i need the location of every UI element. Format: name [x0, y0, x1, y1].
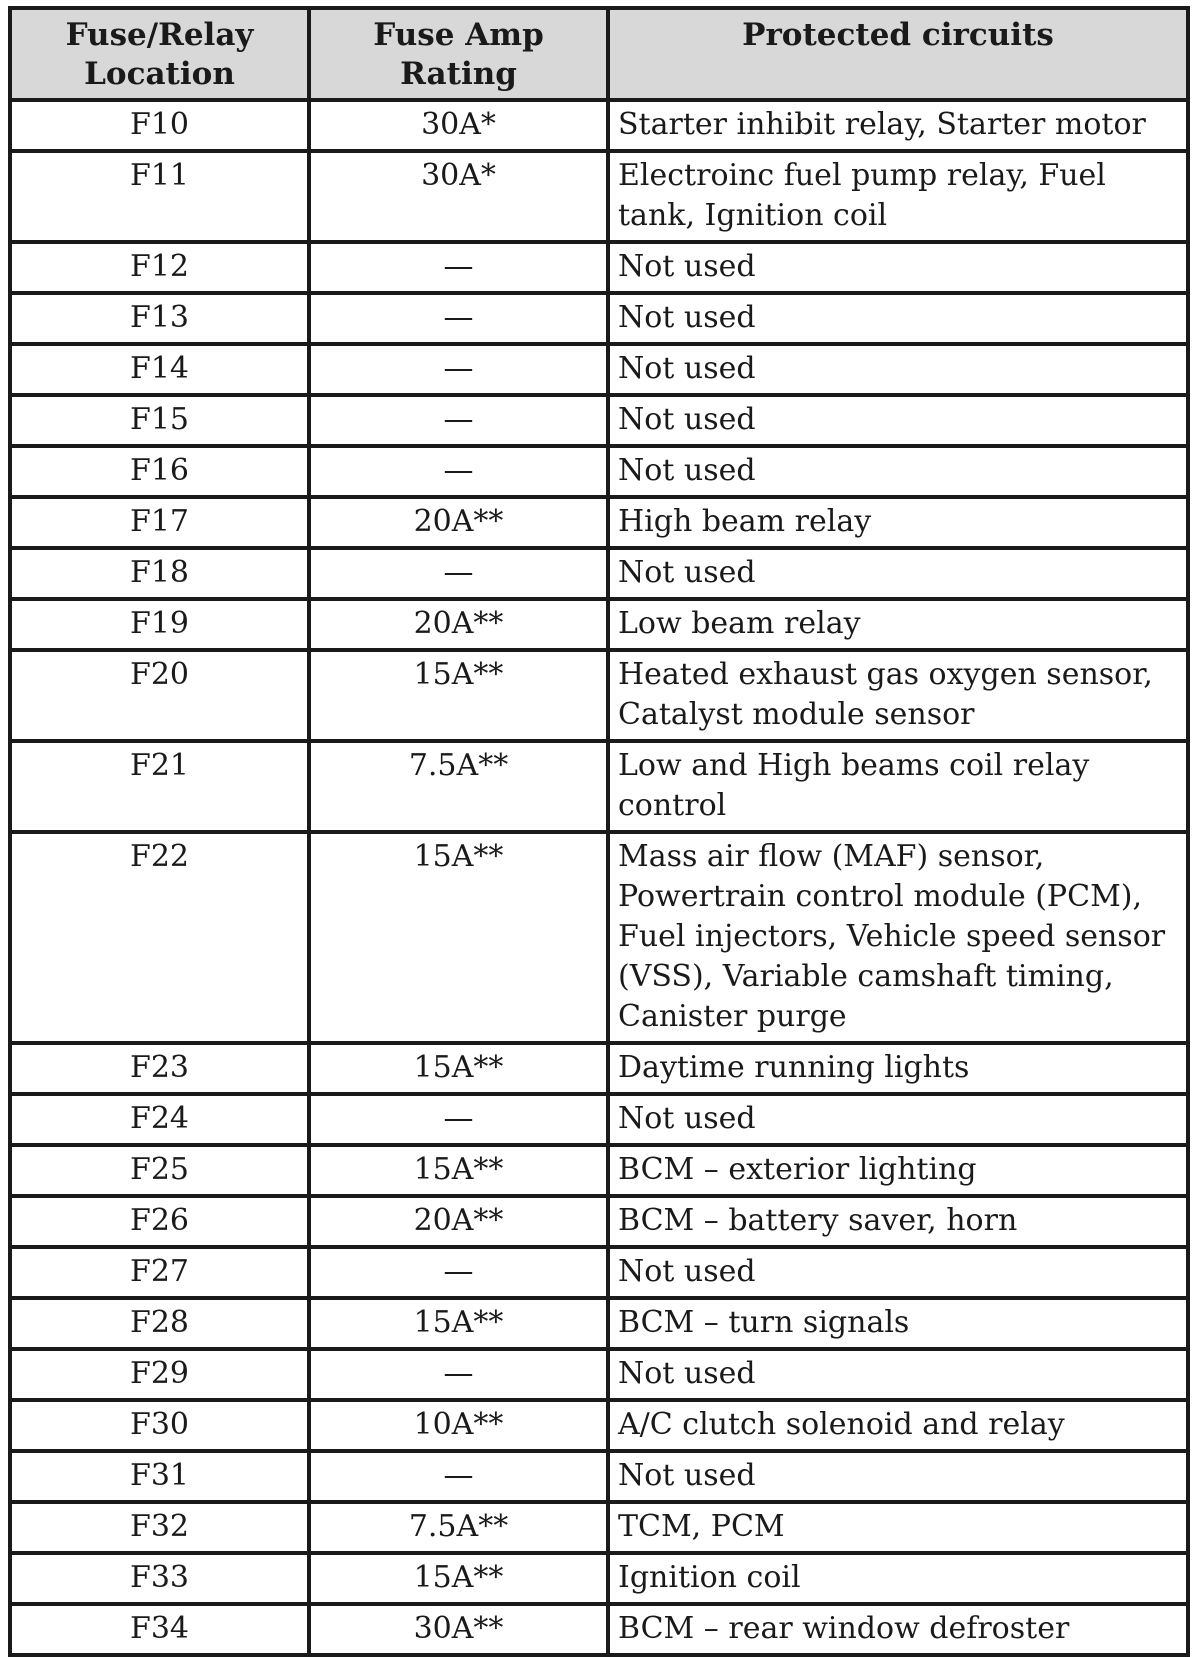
cell-amp-rating: 20A**	[309, 599, 608, 650]
cell-location: F25	[10, 1145, 309, 1196]
table-row	[10, 293, 1188, 344]
cell-amp-rating: 10A**	[309, 1400, 608, 1451]
cell-amp-rating: 30A**	[309, 1604, 608, 1655]
cell-amp-rating: 30A*	[309, 100, 608, 151]
cell-protected-circuits: Not used	[608, 1349, 1188, 1400]
table-row	[10, 1094, 1188, 1145]
cell-amp-rating: 15A**	[309, 1145, 608, 1196]
table-row	[10, 344, 1188, 395]
cell-amp-rating: 15A**	[309, 1553, 608, 1604]
table-row	[10, 1298, 1188, 1349]
table-row	[10, 599, 1188, 650]
cell-amp-rating: 20A**	[309, 1196, 608, 1247]
fuse-table	[8, 6, 1190, 1657]
table-row	[10, 1145, 1188, 1196]
cell-protected-circuits: BCM – rear window defroster	[608, 1604, 1188, 1655]
cell-amp-rating: 7.5A**	[309, 741, 608, 832]
cell-location: F10	[10, 100, 309, 151]
cell-protected-circuits: BCM – exterior lighting	[608, 1145, 1188, 1196]
cell-protected-circuits: Starter inhibit relay, Starter motor	[608, 100, 1188, 151]
cell-amp-rating: —	[309, 242, 608, 293]
cell-amp-rating: 7.5A**	[309, 1502, 608, 1553]
table-row	[10, 1247, 1188, 1298]
cell-location: F12	[10, 242, 309, 293]
header-amp-line-2: Rating	[400, 56, 517, 92]
cell-amp-rating: —	[309, 1349, 608, 1400]
cell-location: F27	[10, 1247, 309, 1298]
cell-amp-rating: —	[309, 1094, 608, 1145]
cell-protected-circuits: Not used	[608, 293, 1188, 344]
table-row	[10, 446, 1188, 497]
cell-protected-circuits: Not used	[608, 1247, 1188, 1298]
cell-amp-rating: —	[309, 548, 608, 599]
cell-amp-rating: 15A**	[309, 832, 608, 1043]
cell-protected-circuits: Ignition coil	[608, 1553, 1188, 1604]
table-row	[10, 1451, 1188, 1502]
cell-location: F31	[10, 1451, 309, 1502]
cell-protected-circuits: BCM – battery saver, horn	[608, 1196, 1188, 1247]
table-row	[10, 497, 1188, 548]
table-row	[10, 1043, 1188, 1094]
cell-location: F23	[10, 1043, 309, 1094]
cell-location: F33	[10, 1553, 309, 1604]
fuse-table-body	[10, 100, 1188, 1655]
cell-amp-rating: —	[309, 293, 608, 344]
cell-location: F15	[10, 395, 309, 446]
table-row	[10, 151, 1188, 242]
cell-amp-rating: —	[309, 446, 608, 497]
cell-protected-circuits: Not used	[608, 1451, 1188, 1502]
cell-protected-circuits: Not used	[608, 344, 1188, 395]
cell-location: F21	[10, 741, 309, 832]
cell-location: F17	[10, 497, 309, 548]
table-row	[10, 395, 1188, 446]
table-row	[10, 1196, 1188, 1247]
cell-protected-circuits: Low and High beams coil relay control	[608, 741, 1188, 832]
cell-protected-circuits: Not used	[608, 1094, 1188, 1145]
cell-protected-circuits: A/C clutch solenoid and relay	[608, 1400, 1188, 1451]
table-row	[10, 100, 1188, 151]
cell-protected-circuits: High beam relay	[608, 497, 1188, 548]
header-amp	[309, 8, 608, 100]
cell-location: F14	[10, 344, 309, 395]
table-row	[10, 741, 1188, 832]
cell-location: F16	[10, 446, 309, 497]
cell-protected-circuits: BCM – turn signals	[608, 1298, 1188, 1349]
cell-location: F13	[10, 293, 309, 344]
cell-amp-rating: 30A*	[309, 151, 608, 242]
cell-amp-rating: 15A**	[309, 650, 608, 741]
table-row	[10, 1553, 1188, 1604]
cell-location: F32	[10, 1502, 309, 1553]
cell-location: F11	[10, 151, 309, 242]
header-location-line-2: Location	[84, 56, 235, 92]
cell-location: F28	[10, 1298, 309, 1349]
cell-amp-rating: —	[309, 1247, 608, 1298]
table-row	[10, 1349, 1188, 1400]
cell-protected-circuits: Not used	[608, 446, 1188, 497]
header-location-line-1: Fuse/Relay	[65, 17, 254, 53]
table-row	[10, 1400, 1188, 1451]
header-amp-line-1: Fuse Amp	[373, 17, 544, 53]
cell-protected-circuits: Not used	[608, 395, 1188, 446]
cell-location: F34	[10, 1604, 309, 1655]
cell-location: F26	[10, 1196, 309, 1247]
table-row	[10, 650, 1188, 741]
header-location	[10, 8, 309, 100]
cell-protected-circuits: Mass air flow (MAF) sensor, Powertrain control module (PCM), Fuel injectors, Vehicle speed sensor (VSS), Variable camshaft timing, Canister purge	[608, 832, 1188, 1043]
cell-location: F22	[10, 832, 309, 1043]
cell-protected-circuits: Heated exhaust gas oxygen sensor, Catalyst module sensor	[608, 650, 1188, 741]
table-row	[10, 1604, 1188, 1655]
cell-amp-rating: —	[309, 1451, 608, 1502]
cell-location: F24	[10, 1094, 309, 1145]
cell-location: F19	[10, 599, 309, 650]
cell-location: F29	[10, 1349, 309, 1400]
cell-protected-circuits: TCM, PCM	[608, 1502, 1188, 1553]
fuse-table-container	[8, 6, 1186, 1657]
cell-protected-circuits: Low beam relay	[608, 599, 1188, 650]
cell-protected-circuits: Not used	[608, 548, 1188, 599]
table-row	[10, 832, 1188, 1043]
cell-location: F30	[10, 1400, 309, 1451]
cell-protected-circuits: Electroinc fuel pump relay, Fuel tank, Ignition coil	[608, 151, 1188, 242]
cell-amp-rating: —	[309, 395, 608, 446]
cell-amp-rating: —	[309, 344, 608, 395]
cell-protected-circuits: Not used	[608, 242, 1188, 293]
table-row	[10, 548, 1188, 599]
cell-amp-rating: 15A**	[309, 1043, 608, 1094]
table-row	[10, 242, 1188, 293]
header-circuits	[608, 8, 1188, 100]
cell-protected-circuits: Daytime running lights	[608, 1043, 1188, 1094]
table-row	[10, 1502, 1188, 1553]
cell-amp-rating: 15A**	[309, 1298, 608, 1349]
header-row	[10, 8, 1188, 100]
cell-location: F20	[10, 650, 309, 741]
cell-location: F18	[10, 548, 309, 599]
cell-amp-rating: 20A**	[309, 497, 608, 548]
header-circuits-line-1: Protected circuits	[742, 17, 1054, 53]
